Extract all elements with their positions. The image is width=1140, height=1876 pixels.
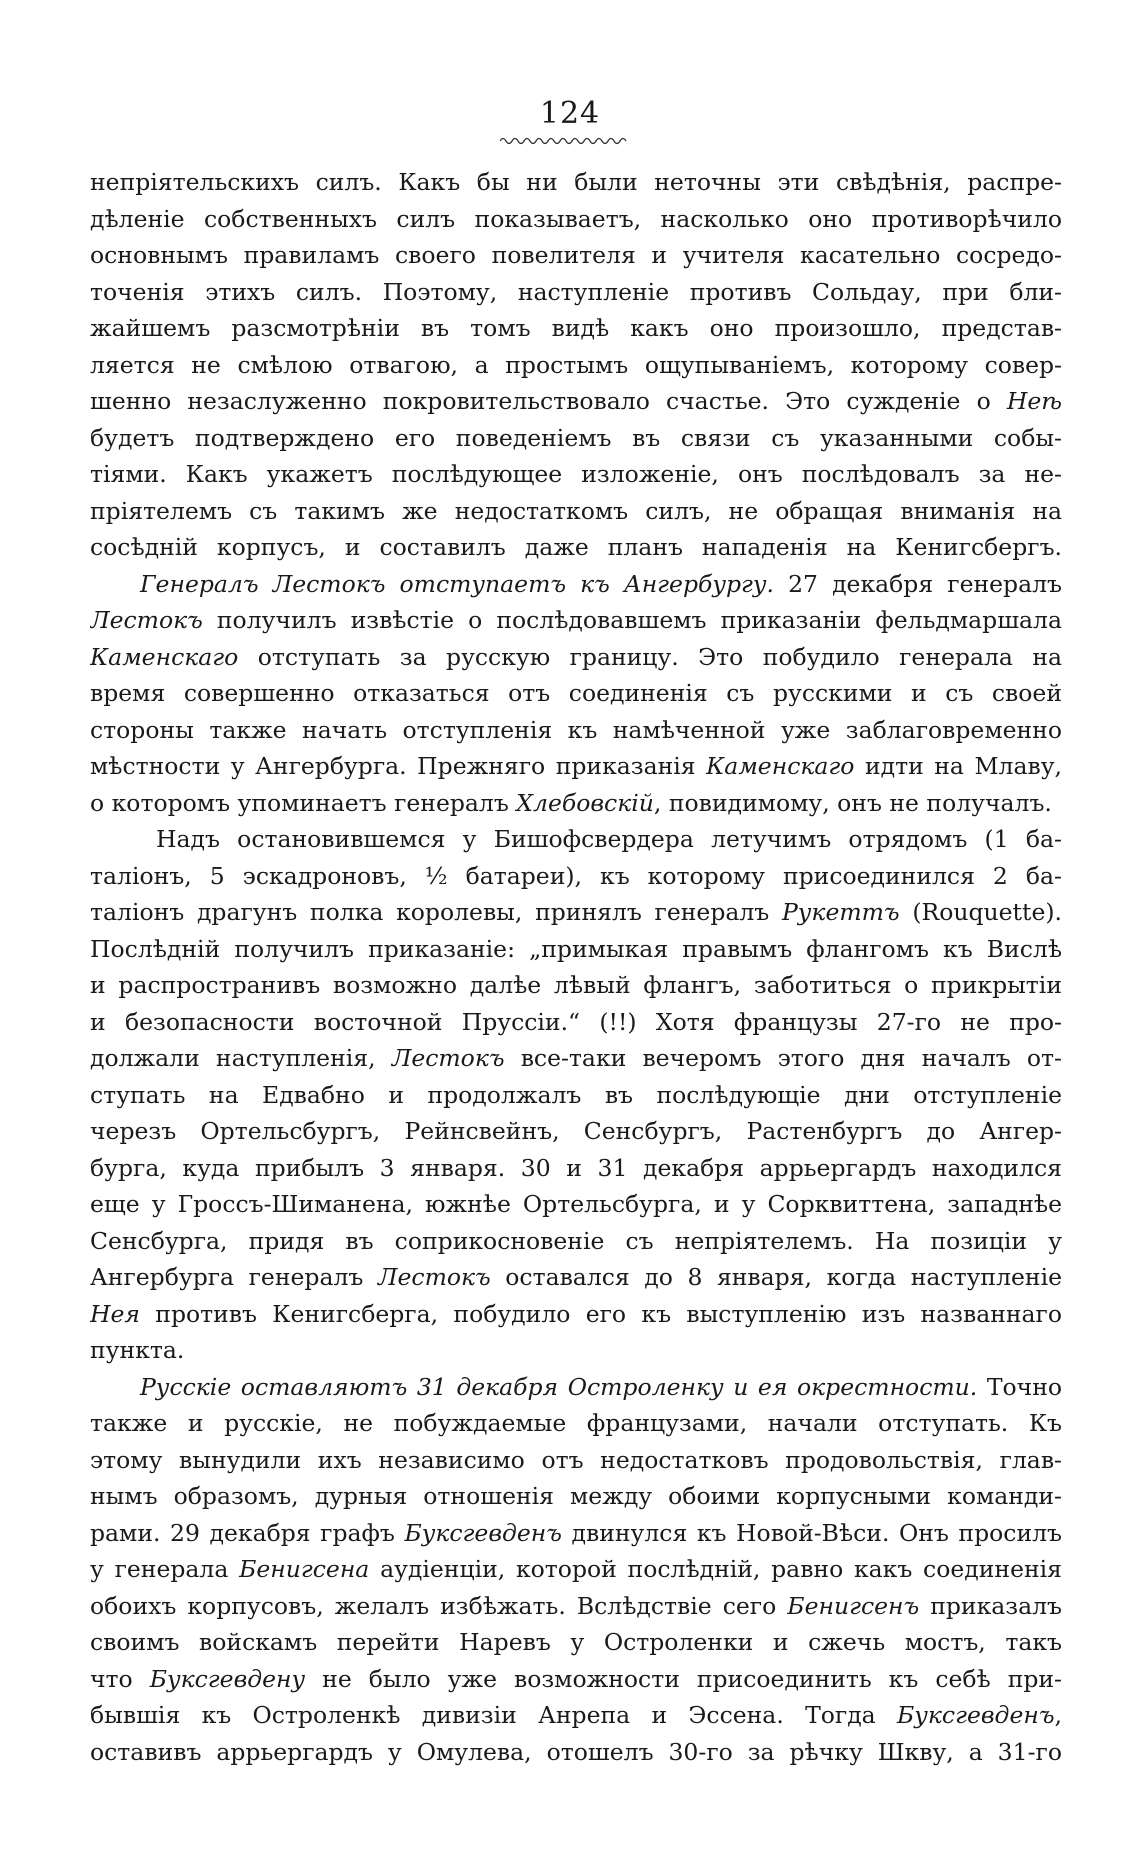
text-line	[90, 420, 1062, 457]
italic-text-run: Лестокъ	[377, 1263, 491, 1291]
text-line	[90, 712, 1062, 749]
text-line	[90, 1624, 1062, 1661]
italic-text-run: Каменскаго	[706, 752, 855, 780]
text-line	[90, 748, 1062, 785]
text-line	[90, 1296, 1062, 1333]
text-run: аудіенціи, которой послѣдній, равно какъ соединенія	[369, 1555, 1062, 1583]
text-run: Послѣдній получилъ приказаніе: „примыкая правымъ флангомъ къ Вислѣ	[90, 934, 1062, 963]
italic-text-run: Бенигсенъ	[787, 1591, 920, 1620]
text-run: своимъ войскамъ перейти Наревъ у Остроленки и сжечь мостъ, такъ	[90, 1628, 1062, 1656]
italic-text-run: Лестокъ	[391, 1044, 505, 1072]
text-line	[90, 602, 1062, 639]
text-run: обоихъ корпусовъ, желалъ избѣжать. Вслѣдствіе сего	[90, 1591, 788, 1620]
text-run: стороны также начать отступленія къ намѣченной уже заблаговременно	[90, 715, 1062, 744]
text-run: и распространивъ возможно далѣе лѣвый флангъ, заботиться о прикрытіи	[90, 971, 1062, 999]
text-run: противъ Кенигсберга, побудило его къ выступленію изъ названнаго	[139, 1299, 1062, 1328]
italic-text-run: Каменскаго	[90, 642, 239, 671]
text-line	[90, 274, 1062, 311]
text-run: отступать за русскую границу. Это побудило генерала на	[238, 642, 1062, 671]
italic-text-run: Неѣ	[1006, 387, 1062, 415]
text-run: у генерала	[90, 1555, 240, 1583]
text-line	[90, 1697, 1062, 1734]
text-run: должали наступленія,	[90, 1044, 392, 1072]
text-run: дѣленіе собственныхъ силъ показываетъ, насколько оно противорѣчило	[90, 204, 1062, 233]
text-line	[90, 347, 1062, 384]
text-run: еще у Гроссъ-Шиманена, южнѣе Ортельсбурга, и у Сорквиттена, западнѣе	[90, 1190, 1062, 1218]
text-run: жайшемъ разсмотрѣніи въ томъ видѣ какъ оно произошло, представ-	[90, 314, 1062, 342]
text-line	[90, 383, 1062, 420]
text-line	[90, 1405, 1062, 1442]
text-line	[90, 164, 1062, 201]
text-run: основнымъ правиламъ своего повелителя и учителя касательно сосредо-	[90, 241, 1062, 269]
text-run: таліонъ, 5 эскадроновъ, ½ батареи), къ которому присоединился 2 ба-	[90, 861, 1062, 890]
text-run: Сенсбурга, придя въ соприкосновеніе съ непріятелемъ. На позиціи у	[90, 1226, 1062, 1255]
page-number-text: 124	[539, 96, 601, 131]
text-line	[90, 785, 1062, 822]
text-line	[90, 1734, 1062, 1771]
text-run: мѣстности у Ангербурга. Прежняго приказанія	[90, 752, 707, 780]
italic-text-run: Русскіе оставляютъ 31 декабря Остроленку и ея окрестности.	[140, 1372, 978, 1401]
italic-text-run: Нея	[90, 1299, 140, 1328]
text-run: о которомъ упоминаетъ генералъ	[90, 788, 517, 817]
text-line	[90, 1040, 1062, 1077]
text-run: Надъ остановившемся у Бишофсвердера летучимъ отрядомъ (1 ба-	[156, 825, 1062, 853]
text-line	[90, 1369, 1062, 1406]
text-run: Точно	[977, 1372, 1062, 1401]
italic-text-run: Буксгевденъ	[404, 1518, 562, 1547]
page-body-text	[90, 164, 1062, 1770]
text-run: все-таки вечеромъ этого дня началъ от-	[504, 1044, 1062, 1072]
text-line	[90, 931, 1062, 968]
italic-text-run: Рукеттъ	[781, 898, 900, 926]
text-line	[90, 675, 1062, 712]
text-line	[90, 1661, 1062, 1698]
text-run: пріятелемъ съ такимъ же недостаткомъ силъ, не обращая вниманія на	[90, 496, 1062, 525]
text-line	[90, 1259, 1062, 1296]
page-number	[0, 96, 1140, 131]
text-line	[90, 201, 1062, 238]
wavy-underline-ornament	[500, 136, 630, 146]
italic-text-run: Генералъ Лестокъ отступаетъ къ Ангербургу.	[140, 569, 774, 598]
text-line	[90, 1004, 1062, 1041]
text-run: шенно незаслуженно покровительствовало счастье. Это сужденіе о	[90, 387, 1007, 415]
text-line	[90, 1442, 1062, 1479]
text-line	[90, 310, 1062, 347]
text-run: не было уже возможности присоединить къ себѣ при-	[305, 1664, 1062, 1693]
text-run: оставивъ аррьергардъ у Омулева, отошелъ 30-го за рѣчку Шкву, а 31-го	[90, 1737, 1062, 1766]
text-run: этому вынудили ихъ независимо отъ недостатковъ продовольствія, глав-	[90, 1445, 1062, 1474]
text-run: бурга, куда прибылъ 3 января. 30 и 31 декабря аррьергардъ находился	[90, 1153, 1062, 1182]
text-run: идти на Млаву,	[854, 752, 1062, 780]
text-line	[90, 1113, 1062, 1150]
text-line	[90, 858, 1062, 895]
text-line	[90, 456, 1062, 493]
text-run: ступать на Едвабно и продолжалъ въ послѣдующіе дни отступленіе	[90, 1080, 1062, 1109]
italic-text-run: Хлебовскій	[516, 788, 654, 817]
text-run: двинулся къ Новой-Вѣси. Онъ просилъ	[561, 1518, 1062, 1547]
text-run: , повидимому, онъ не получалъ.	[653, 788, 1052, 817]
text-line	[90, 821, 1062, 858]
text-line	[90, 1186, 1062, 1223]
text-line	[90, 1077, 1062, 1114]
text-line	[90, 1588, 1062, 1625]
text-line	[90, 1150, 1062, 1187]
italic-text-run: Бенигсена	[239, 1555, 370, 1583]
text-line	[90, 1551, 1062, 1588]
text-run: бывшія къ Остроленкѣ дивизіи Анрепа и Эссена. Тогда	[90, 1701, 897, 1729]
text-run: приказалъ	[919, 1591, 1062, 1620]
text-run: что	[90, 1664, 150, 1693]
text-run: время совершенно отказаться отъ соединенія съ русскими и съ своей	[90, 679, 1062, 707]
text-run: черезъ Ортельсбургъ, Рейнсвейнъ, Сенсбургъ, Растенбургъ до Ангер-	[90, 1117, 1062, 1145]
text-run: Ангербурга генералъ	[90, 1263, 378, 1291]
text-line	[90, 967, 1062, 1004]
text-line	[90, 1515, 1062, 1552]
text-run: и безопасности восточной Пруссіи.“ (!!) Хотя французы 27-го не про-	[90, 1007, 1062, 1036]
text-run: ,	[1054, 1701, 1062, 1729]
text-line	[90, 529, 1062, 566]
text-run: непріятельскихъ силъ. Какъ бы ни были неточны эти свѣдѣнія, распре-	[90, 168, 1062, 196]
text-line	[90, 1478, 1062, 1515]
text-run: будетъ подтверждено его поведеніемъ въ связи съ указанными собы-	[90, 423, 1062, 452]
text-line	[90, 566, 1062, 603]
text-run: пункта.	[90, 1336, 185, 1364]
text-line	[90, 639, 1062, 676]
text-line	[90, 493, 1062, 530]
text-line	[90, 894, 1062, 931]
italic-text-run: Лестокъ	[90, 606, 203, 634]
text-run: тіями. Какъ укажетъ послѣдующее изложеніе, онъ послѣдовалъ за не-	[90, 460, 1062, 488]
text-run: таліонъ драгунъ полка королевы, принялъ генералъ	[90, 898, 782, 926]
text-run: (Rouquette).	[899, 898, 1062, 926]
text-line	[90, 237, 1062, 274]
text-run: сосѣдній корпусъ, и составилъ даже планъ нападенія на Кенигсбергъ.	[90, 533, 1062, 561]
text-run: точенія этихъ силъ. Поэтому, наступленіе противъ Сольдау, при бли-	[90, 277, 1062, 306]
text-run: также и русскіе, не побуждаемые французами, начали отступать. Къ	[90, 1409, 1062, 1437]
text-line	[90, 1223, 1062, 1260]
text-run: нымъ образомъ, дурныя отношенія между обоими корпусными команди-	[90, 1482, 1062, 1510]
text-run: получилъ извѣстіе о послѣдовавшемъ приказаніи фельдмаршала	[202, 606, 1062, 634]
text-run: 27 декабря генералъ	[774, 569, 1062, 598]
italic-text-run: Буксгевденъ	[897, 1701, 1055, 1729]
italic-text-run: Буксгевдену	[149, 1664, 306, 1693]
text-line	[90, 1332, 1062, 1369]
text-run: ляется не смѣлою отвагою, а простымъ ощупываніемъ, которому совер-	[90, 350, 1062, 379]
text-run: оставался до 8 января, когда наступленіе	[490, 1263, 1062, 1291]
text-run: рами. 29 декабря графъ	[90, 1518, 405, 1547]
